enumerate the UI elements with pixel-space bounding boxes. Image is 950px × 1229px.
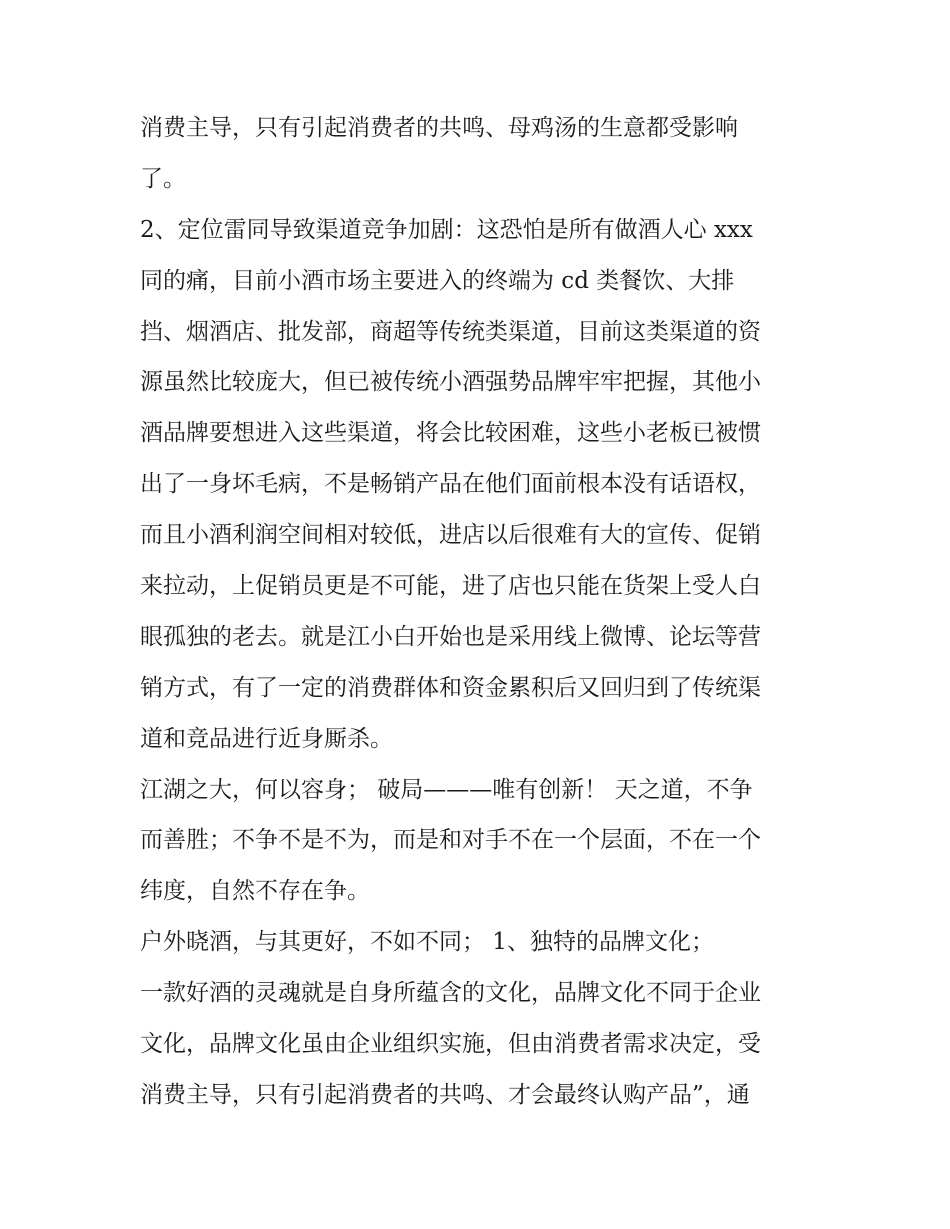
- text-line: 而且小酒利润空间相对较低，进店以后很难有大的宣传、促销: [140, 522, 761, 549]
- text-line: 消费主导，只有引起消费者的共鸣、母鸡汤的生意都受影响: [140, 115, 738, 141]
- text-line: 了。: [140, 165, 186, 192]
- text-line: 消费主导，只有引起消费者的共鸣、才会最终认购产品”，通: [140, 1081, 750, 1108]
- text-line: 纬度，自然不存在争。: [140, 878, 370, 905]
- text-line: 挡、烟酒店、批发部，商超等传统类渠道，目前这类渠道的资: [140, 318, 761, 345]
- text-line: 2、定位雷同导致渠道竞争加剧：这恐怕是所有做酒人心 xxx: [140, 216, 753, 243]
- text-line: 来拉动，上促销员更是不可能，进了店也只能在货架上受人白: [140, 573, 761, 600]
- text-line: 江湖之大，何以容身； 破局———唯有创新！ 天之道，不争: [140, 776, 753, 803]
- text-line: 而善胜；不争不是不为，而是和对手不在一个层面，不在一个: [140, 827, 761, 854]
- text-line: 销方式，有了一定的消费群体和资金累积后又回归到了传统渠: [140, 674, 761, 701]
- text-line: 出了一身坏毛病，不是畅销产品在他们面前根本没有话语权，: [140, 471, 761, 498]
- text-line: 源虽然比较庞大，但已被传统小酒强势品牌牢牢把握，其他小: [140, 369, 761, 396]
- text-line: 户外晓酒，与其更好，不如不同； 1、独特的品牌文化；: [140, 929, 714, 956]
- text-line: 一款好酒的灵魂就是自身所蕴含的文化，品牌文化不同于企业: [140, 980, 761, 1007]
- text-line: 酒品牌要想进入这些渠道，将会比较困难，这些小老板已被惯: [140, 420, 761, 447]
- text-line: 道和竞品进行近身厮杀。: [140, 725, 393, 752]
- body-text: [140, 108, 820, 1126]
- text-line: 文化，品牌文化虽由企业组织实施，但由消费者需求决定，受: [140, 1031, 761, 1058]
- text-line: 眼孤独的老去。就是江小白开始也是采用线上微博、论坛等营: [140, 623, 761, 650]
- text-line: 同的痛，目前小酒市场主要进入的终端为 cd 类餐饮、大排: [140, 267, 735, 294]
